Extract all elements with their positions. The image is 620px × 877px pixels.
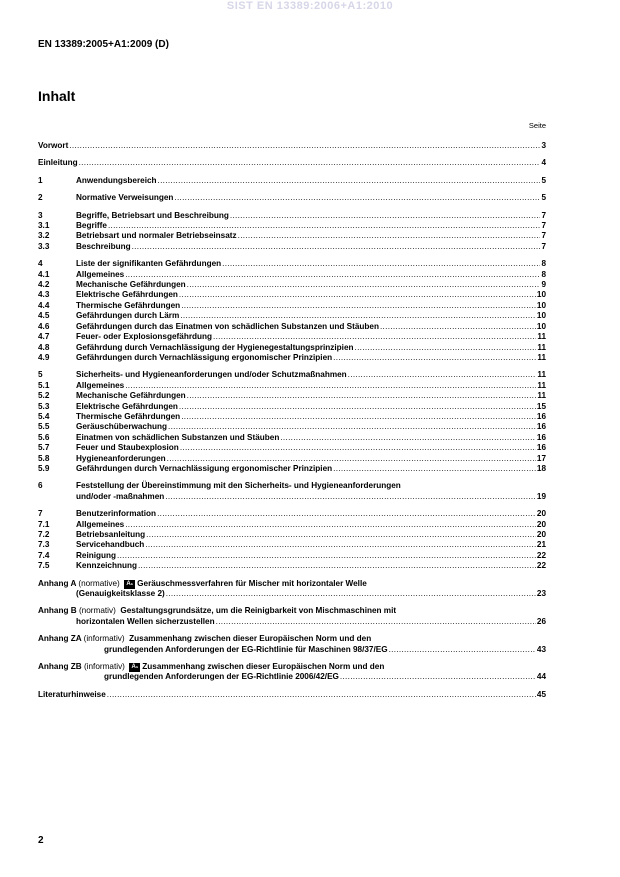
toc-number: 7.1 [38,519,50,529]
toc-page: 4 [541,158,546,168]
annex-title-line2: grundlegenden Anforderungen der EG-Richtlinie 2006/42/EG [104,672,339,682]
toc-number: 7.4 [38,550,50,560]
toc-number: 4.4 [38,300,50,310]
annex-title-line2: (Genauigkeitsklasse 2) [76,589,165,599]
annex-label: Anhang ZB [38,662,82,672]
toc-page: 21 [536,540,546,550]
toc-page: 45 [536,689,546,699]
toc-title: Begriffe, Betriebsart und Beschreibung [76,210,229,220]
toc-page: 20 [536,509,546,519]
toc-page: 16 [536,432,546,442]
page-title: Inhalt [38,88,76,104]
toc-page: 5 [541,175,546,185]
toc-page: 11 [537,391,546,401]
toc-number: 5.8 [38,453,50,463]
toc-entry-5-7[interactable] [38,443,546,453]
toc-title: Beschreibung [76,241,131,251]
toc-number: 3.1 [38,221,50,231]
toc-number: 7.3 [38,540,50,550]
toc-number: 4.2 [38,280,50,290]
toc-page: 10 [536,321,546,331]
amendment-marker-icon: A₁ [131,664,139,671]
toc-entry-1[interactable] [38,176,546,186]
toc-entry-5-6[interactable] [38,433,546,443]
toc-page: 44 [536,672,546,682]
toc-page: 8 [541,269,546,279]
toc-title: Gefährdungen durch Lärm [76,311,180,321]
toc-entry-5[interactable] [38,370,546,380]
toc-number: 3 [38,210,43,220]
toc-title: Hygieneanforderungen [76,453,166,463]
toc-number: 4 [38,259,43,269]
toc-annex-a[interactable] [38,579,546,600]
toc-number: 5.5 [38,422,50,432]
toc-entry-5-8[interactable] [38,454,546,464]
toc-page: 26 [536,616,546,626]
toc-number: 5.4 [38,411,50,421]
toc-page: 23 [536,589,546,599]
toc-entry-4-7[interactable] [38,332,546,342]
amendment-marker-icon: A₁ [126,580,134,587]
toc-title: Feuer- oder Explosionsgefährdung [76,332,213,342]
toc-page: 7 [541,210,546,220]
toc-title: Thermische Gefährdungen [76,300,181,310]
toc-entry-5-2[interactable] [38,391,546,401]
toc-entry-5-3[interactable] [38,402,546,412]
toc-number: 4.6 [38,321,50,331]
toc-number: 4.9 [38,352,50,362]
toc-title: Feuer und Staubexplosion [76,443,179,453]
annex-label: Anhang ZA [38,634,82,644]
toc-number: 4.3 [38,290,50,300]
toc-page: 18 [536,463,546,473]
toc-page: 9 [541,280,546,290]
toc-title: Gefährdungen durch das Einatmen von schädlichen Substanzen und Stäuben [76,321,379,331]
toc-entry-7[interactable] [38,509,546,519]
toc-page: 10 [536,300,546,310]
toc-title: Allgemeines [76,519,125,529]
toc-page: 11 [537,370,546,380]
toc-page: 16 [536,422,546,432]
toc-page: 11 [537,352,546,362]
toc-entry-5-4[interactable] [38,412,546,422]
toc-entry-5-1[interactable] [38,381,546,391]
annex-type: (informativ) [83,634,125,644]
toc-number: 5.3 [38,401,50,411]
toc-annex-zb[interactable] [38,662,546,683]
toc-title: Normative Verweisungen [76,193,174,203]
toc-entry-4-6[interactable] [38,322,546,332]
toc-title: Servicehandbuch [76,540,145,550]
toc-page: 15 [536,401,546,411]
toc-title: Gefährdungen durch Vernachlässigung ergonomischer Prinzipien [76,463,333,473]
toc-number: 5.6 [38,432,50,442]
toc-number: 5.2 [38,391,50,401]
toc-page: 22 [536,550,546,560]
toc-entry-7-4[interactable] [38,551,546,561]
toc-number: 3.2 [38,231,50,241]
annex-type: (normativ) [78,606,116,616]
seite-label: Seite [528,121,546,130]
toc-page: 5 [541,193,546,203]
toc-page: 17 [536,453,546,463]
toc-entry-4-4[interactable] [38,301,546,311]
toc-page: 11 [537,380,546,390]
toc-number: 7 [38,509,43,519]
toc-title: Sicherheits- und Hygieneanforderungen und/oder Schutzmaßnahmen [76,370,347,380]
toc-entry-4-5[interactable] [38,311,546,321]
toc-entry-4-8[interactable] [38,343,546,353]
toc-title: Einleitung [38,158,78,168]
toc-number: 6 [38,481,43,491]
toc-entry-4-9[interactable] [38,353,546,363]
toc-entry-4-2[interactable] [38,280,546,290]
toc-page: 11 [537,342,546,352]
toc-title: Kennzeichnung [76,561,137,571]
document-id: EN 13389:2005+A1:2009 (D) [38,39,169,50]
toc-entry-literatur[interactable] [38,690,546,700]
toc-entry-4-3[interactable] [38,290,546,300]
toc-page: 7 [541,221,546,231]
toc-title: Liste der signifikanten Gefährdungen [76,259,222,269]
toc-title: Gefährdung durch Vernachlässigung der Hygienegestaltungsprinzipien [76,342,354,352]
annex-label: Anhang A [38,578,77,588]
toc-entry-3-3[interactable] [38,242,546,252]
toc-title: Vorwort [38,141,69,150]
toc-title: Mechanische Gefährdungen [76,280,186,290]
toc-page: 3 [541,141,546,150]
toc-title: Elektrische Gefährdungen [76,401,178,411]
table-of-contents [38,141,546,700]
toc-page: 16 [536,443,546,453]
toc-annex-za[interactable] [38,634,546,655]
page-number: 2 [38,835,44,846]
toc-number: 2 [38,193,43,203]
toc-title: Allgemeines [76,269,125,279]
toc-entry-4[interactable] [38,259,546,269]
annex-type: (informativ) [83,662,125,672]
toc-entry-7-1[interactable] [38,520,546,530]
toc-title: Thermische Gefährdungen [76,411,181,421]
toc-entry-3-1[interactable] [38,221,546,231]
toc-entry-7-3[interactable] [38,540,546,550]
toc-number: 7.5 [38,561,50,571]
toc-number: 5 [38,370,43,380]
toc-page: 20 [536,519,546,529]
toc-entry-7-5[interactable] [38,561,546,571]
toc-title: Einatmen von schädlichen Substanzen und Stäuben [76,432,280,442]
toc-title-line1: Feststellung der Übereinstimmung mit den Sicherheits- und Hygieneanforderungen [76,481,401,491]
toc-number: 4.7 [38,332,50,342]
toc-number: 4.5 [38,311,50,321]
toc-entry-3-2[interactable] [38,231,546,241]
annex-type: (normative) [78,578,120,588]
annex-title-line2: horizontalen Wellen sicherzustellen [76,616,215,626]
toc-title: Anwendungsbereich [76,175,157,185]
toc-title: Betriebsart und normaler Betriebseinsatz [76,231,237,241]
toc-number: 5.9 [38,463,50,473]
toc-entry-7-2[interactable] [38,530,546,540]
toc-entry-5-9[interactable] [38,464,546,474]
toc-page: 11 [537,332,546,342]
toc-page: 22 [536,561,546,571]
toc-title: Benutzerinformation [76,509,157,519]
toc-page: 10 [536,311,546,321]
annex-title-line1: Geräuschmessverfahren für Mischer mit horizontaler Welle [137,578,367,588]
toc-title: Mechanische Gefährdungen [76,391,186,401]
toc-title: Betriebsanleitung [76,530,146,539]
toc-number: 3.3 [38,241,50,251]
toc-title: Geräuschüberwachung [76,422,167,432]
toc-title: Reinigung [76,550,117,560]
annex-label: Anhang B [38,606,77,616]
toc-number: 5.1 [38,380,50,390]
toc-title: Literaturhinweise [38,689,106,699]
toc-entry-3[interactable] [38,211,546,221]
toc-entry-2[interactable] [38,193,546,203]
toc-annex-b[interactable] [38,606,546,627]
toc-title: Elektrische Gefährdungen [76,290,178,300]
watermark: SIST EN 13389:2006+A1:2010 [226,0,394,12]
annex-title-line1: Zusammenhang zwischen dieser Europäischen Norm und den [142,662,385,672]
toc-title-line2: und/oder -maßnahmen [76,491,165,501]
toc-number: 4.8 [38,342,50,352]
toc-number: 1 [38,175,43,185]
toc-entry-4-1[interactable] [38,270,546,280]
toc-page: 7 [541,241,546,251]
toc-entry-vorwort[interactable] [38,141,546,151]
toc-title: Begriffe [76,221,107,231]
toc-page: 20 [536,530,546,539]
toc-page: 19 [536,491,546,501]
annex-title-line1: Zusammenhang zwischen dieser Europäischen Norm und den [129,634,372,644]
toc-title: Gefährdungen durch Vernachlässigung ergonomischer Prinzipien [76,352,333,362]
toc-page: 10 [536,290,546,300]
toc-page: 43 [536,644,546,654]
toc-entry-einleitung[interactable] [38,158,546,168]
toc-title: Allgemeines [76,380,125,390]
annex-title-line1: Gestaltungsgrundsätze, um die Reinigbarkeit von Mischmaschinen mit [120,606,397,616]
toc-page: 7 [541,231,546,241]
toc-entry-5-5[interactable] [38,422,546,432]
toc-number: 7.2 [38,530,50,539]
toc-page: 8 [541,259,546,269]
toc-entry-6[interactable] [38,481,546,502]
toc-number: 5.7 [38,443,50,453]
toc-number: 4.1 [38,269,50,279]
toc-page: 16 [536,411,546,421]
annex-title-line2: grundlegenden Anforderungen der EG-Richtlinie für Maschinen 98/37/EG [104,644,388,654]
